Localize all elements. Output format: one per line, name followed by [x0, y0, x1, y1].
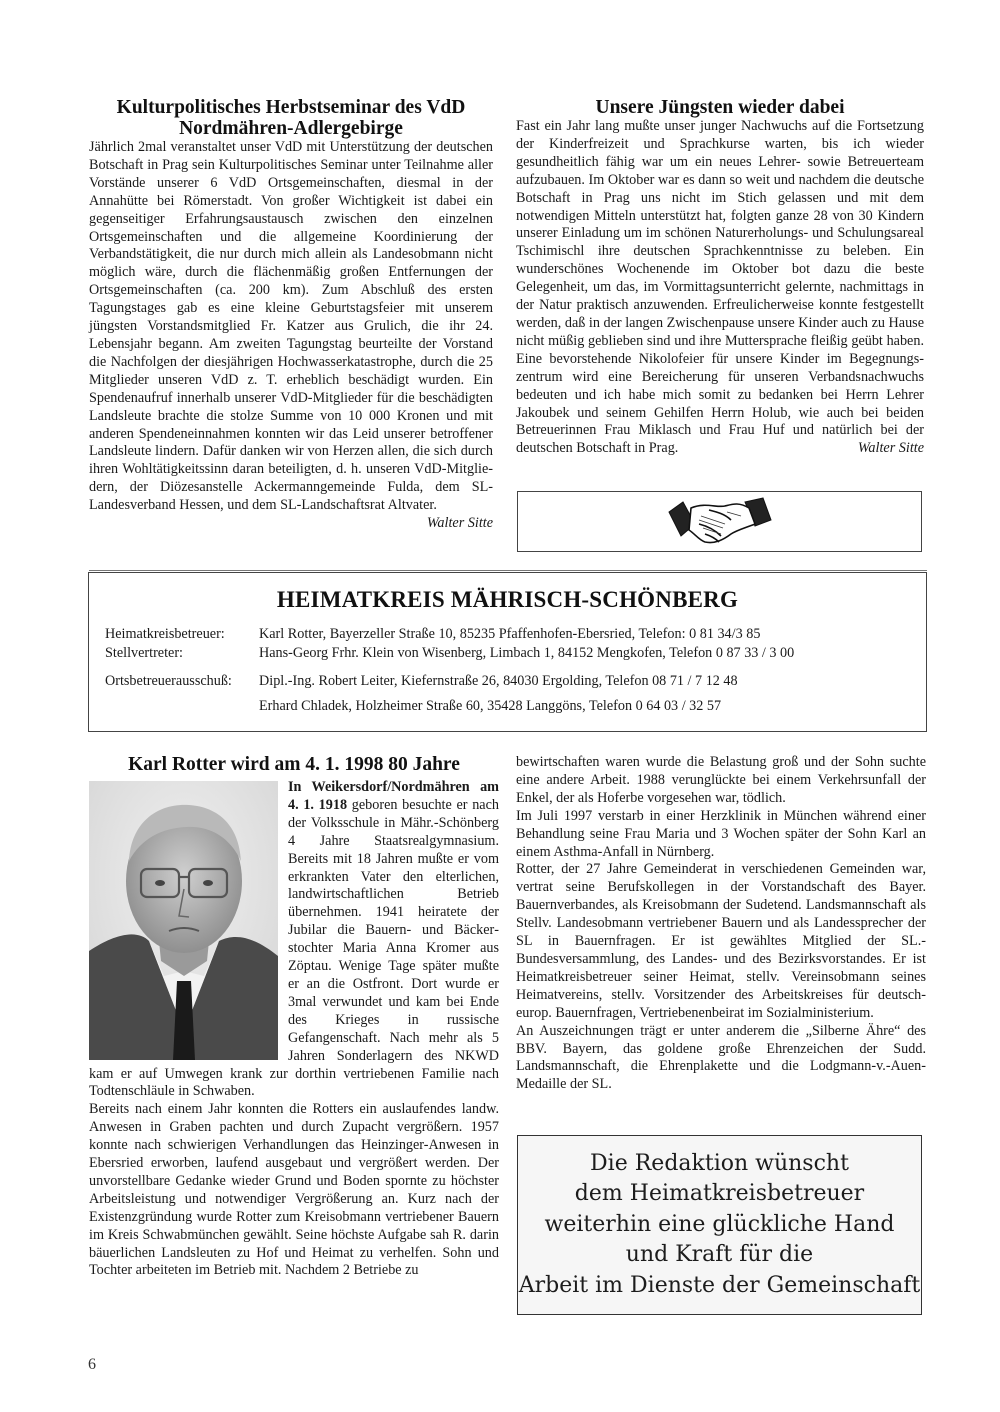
contact-details: Erhard Chladek, Holzheimer Straße 60, 35428 Langgöns, Telefon 0 64 03 / 32 57: [259, 698, 722, 714]
article-signature: Walter Sitte: [857, 440, 924, 457]
handshake-illustration-box: [517, 491, 922, 552]
contact-details: Dipl.-Ing. Robert Leiter, Kiefernstraße 26, 84030 Ergolding, Telefon 08 71 / 7 12 48: [259, 673, 738, 689]
article-body: Im Juli 1997 verstarb in einer Herzklinik in München während einer Behandlung seine Frau Maria und 3 Wochen später der Sohn Karl an einem Asthma-Anfall in Nürnberg.: [516, 807, 926, 860]
page-number: 6: [88, 1356, 96, 1373]
contact-role: [105, 697, 259, 716]
portrait-photo: [89, 781, 278, 1060]
contact-row: [105, 672, 794, 691]
article-body: [516, 118, 924, 458]
heimatkreis-box: [88, 572, 927, 732]
article-rotter-continued: [516, 754, 926, 1094]
title-line-1: Kulturpolitisches Herbstseminar des VdD: [116, 97, 466, 118]
article-title: [89, 97, 493, 139]
article-title: Unsere Jüngsten wieder dabei: [595, 97, 845, 118]
article-rotter: [89, 754, 499, 1280]
contact-role: Heimatkreisbetreuer:: [105, 626, 225, 642]
heimatkreis-contacts: [105, 625, 794, 716]
article-body: Bereits nach einem Jahr konnten die Rotters ein auslaufendes landw. Anwesen in Graben pachten und durch Zupacht vergrößern. 1957 konnte nach schwierigen Verhandlungen das Heinzinger-Anwesen in Ebersried erworben, laufend ausgebaut und vergrößert werden. Der unvorstellbare Gedanke wieder Grund und Boden spornte zu höchster Arbeitsleistung und notwendiger Vergrößerung an. Kurz nach der Existenzgründung wurde Rotter zum Kreisobmann vertriebener Bauern im Kreis Schwabmünchen gewählt. Seine höchste Aufgabe sah R. darin bäuerlichen Landsleuten zu Hof und Heimat zu verhelfen. Sohn und Tochter arbeiteten im Betrieb mit. Nachdem 2 Betriebe zu: [89, 1101, 499, 1279]
title-line-2: Nordmähren-Adlergebirge: [179, 118, 403, 139]
contact-role: Ortsbetreuerausschuß:: [105, 673, 232, 689]
contact-details: Hans-Georg Frhr. Klein von Wisenberg, Limbach 1, 84152 Mengkofen, Telefon 0 87 33 / 3 00: [259, 645, 795, 661]
article-body: An Auszeichnungen trägt er unter anderem die „Silberne Ähre“ des BBV. Bayern, das goldene große Ehrenzeichen der Sudd. Landsmannschaft, die Ehrenplakette und die Lodgmann-v.-Auen-Medaille der SL.: [516, 1022, 926, 1093]
article-juengsten: [516, 97, 924, 458]
section-divider: [89, 570, 927, 571]
article-title: Karl Rotter wird am 4. 1. 1998 80 Jahre: [128, 754, 460, 775]
article-body-text: Fast ein Jahr lang mußte unser junger Nachwuchs auf die Fortsetzung der Kinderfreizeit und Sprachkurse warten, bis ich wieder gesundheitlich fähig war um ein neues Lehrer- sowie Betreuerteam aufzubauen. Im Oktober war es dann so weit und nachdem die deutsche Botschaft in Prag uns nicht im Stich gelassen und mit dem notwendigen Mitteln unterstützt hat, folgten ganze 28 von 30 Kindern unserer Einladung um im schönen Naturerholungs- und Schulungsareal Tschimischl ihre deutschen Sprachkenntnisse zu beleben. Ein wunderschönes Wochenende im Oktober bot dazu die beste Gelegenheit, um das, im Vormittagsunterricht gelernte, nachmittags in der Natur praktisch anzuwenden. Erfreulicherweise konnte festgestellt werden, daß in der langen Zwischenpause unsere Kinder auch zu Hause nicht müßig geblieben sind und ihre Muttersprache fleißig geübt haben. Eine bevorstehende Nikolofeier für unsere Kinder im Begegnungszentrum wird eine Bereicherung für unseren Verbandsnachwuchs bedeuten und ich habe mich somit zu bedanken bei Herrn Lehrer Jakoubek und seinem Gehilfen Herrn Holub, wie auch bei beiden Betreuerinnen Frau Miklasch und Frau Huf und natürlich bei der deutschen Botschaft in Prag.: [516, 118, 924, 457]
article-herbstseminar: [89, 97, 493, 533]
contact-details: Karl Rotter, Bayerzeller Straße 10, 85235 Pfaffenhofen-Ebersried, Telefon: 0 81 34/3 85: [259, 626, 761, 642]
wish-line: Arbeit im Dienste der Gemeinschaft: [518, 1272, 921, 1298]
article-body: Jährlich 2mal veranstaltet unser VdD mit Unterstützung der deutschen Botschaft in Prag sein Kulturpolitisches Seminar unter Teilnahme aller Vorstände unserer 6 VdD Ortsgemeinschaften, diesmal in der Annahütte bei Römerstadt. Von großer Wichtigkeit ist dabei ein gegenseitiger Erfahrungsaustausch zwischen den einzelnen Ortsgemeinschaften und die allgemeine Koordinierung der Verbandstätigkeit, die nur durch mich allein als Landesobmann nicht möglich wäre, durch die flächenmäßig großen Entfernungen der Ortsgemeinschaften (ca. 200 km). Zum Abschluß des ersten Tagungstages gab es eine kleine Geburtstagsfeier mit unserem jüngsten Vorstandsmitglied Fr. Katzer aus Grulich, die ihr 24. Lebensjahr begann. Am zweiten Tagungstag beurteilte der Vorstand die Nachfolgen der diesjährigen Hochwasserkatastrophe, durch die 25 Mitglieder unseren VdD z. T. erheblich beschädigt wurden. Ein Spendenaufruf innerhalb unserer VdD-Mitglieder für die beschädigten Landsleute brachte die stolze Summe von 10 000 Kronen und mit anderen Spendeneinnahmen konnten wir das Leid unserer betroffener Landsleute lindern. Dafür danken wir von Herzen allen, die sich durch ihren Wohltätigkeitssinn daran beteiligten, d. h. unseren VdD-Mitgliedern, der Diözesanstelle Ackermanngemeinde Fulda, dem SL-Landesverband Hessen, und dem SL-Landschaftsrat Altvater.: [89, 139, 493, 514]
handshake-icon: [665, 494, 775, 550]
wish-line: dem Heimatkreisbetreuer: [574, 1181, 865, 1207]
article-body: bewirtschaften waren wurde die Belastung groß und der Sohn suchte eine andere Arbeit. 1988 verunglückte bei einem Verkehrsunfall der Enkel, der als Hoferbe vorgesehen war, tödlich.: [516, 754, 926, 806]
contact-row: [105, 697, 794, 716]
portrait-image: [89, 781, 278, 1060]
contact-row: [105, 644, 794, 663]
wish-line: weiterhin eine glückliche Hand: [544, 1211, 895, 1237]
heimatkreis-title: HEIMATKREIS MÄHRISCH-SCHÖNBERG: [276, 587, 739, 612]
article-lead: In Weikersdorf/Nordmähren am 4. 1. 1918: [288, 779, 499, 813]
contact-role: Stellvertreter:: [105, 645, 183, 661]
wish-line: Die Redaktion wünscht: [590, 1150, 849, 1176]
editorial-wish-box: [517, 1135, 922, 1315]
article-body-text: geboren besuchte er nach der Volksschule in Mähr.-Schönberg 4 Jahre Staatsrealgymnasium. Bereits mit 18 Jahren mußte er vom erkrankten Vater den elterlichen, landwirtschaftlichen Betrieb übernehmen. 1941 heiratete der Jubilar die Bauern- und Bäckerstochter Maria Anna Kromer aus Zöptau. Wenige Tage später mußte er an die Ostfront. Dort wurde er 3mal verwundet und kam bei Ende des Krieges in russische Gefangenschaft. Nach mehr als 5 Jahren Sonderlagern des NKWD kam er auf Umwegen krank zur dorthin vertriebenen Familie nach Todtenschläule in Schwaben.: [89, 796, 499, 1100]
article-signature: Walter Sitte: [426, 515, 493, 532]
wish-line: und Kraft für die: [625, 1242, 814, 1268]
contact-row: [105, 625, 794, 644]
article-body: Rotter, der 27 Jahre Gemeinderat in verschiedenen Gemeinden war, vertrat seine Berufskollegen in der Vorstandschaft des Bayer. Bauernverbandes, als Kreisobmann der Sudetend. Landsmannschaft als Stellv. Landesobmann vertriebener Bauern und als Landessprecher der SL in Bauernfragen. Er ist gewähltes Mitglied der SL.-Bundesversammlung, des Landes- und des Bezirksvorstandes. Er ist Heimatkreisbetreuer seiner Heimat, stellv. Vereinsobmann seines Heimatvereins, stellv. Vorsitzender des Arbeitskreises für deutsch-europ. Bauernfragen, Vertriebenenbeirat im Sozialministerium.: [516, 861, 926, 1021]
